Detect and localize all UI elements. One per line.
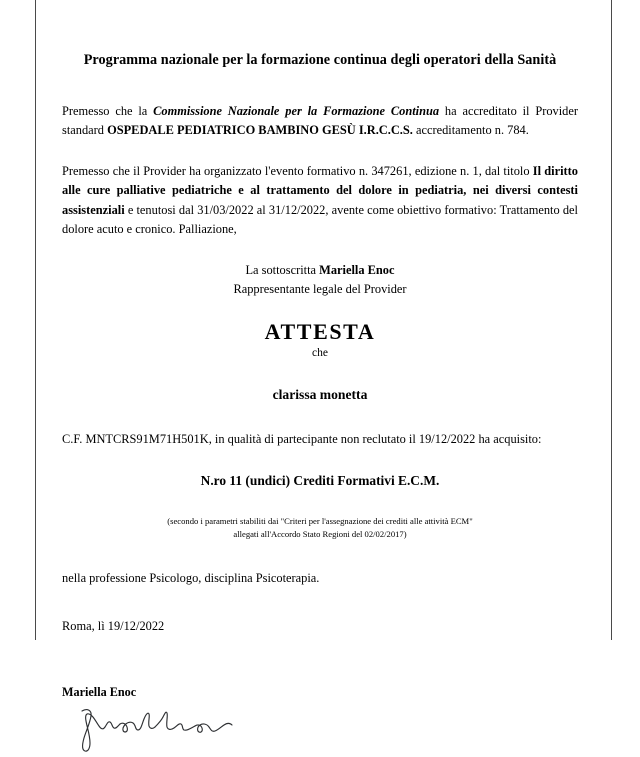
attests-heading: ATTESTA bbox=[264, 319, 376, 345]
paragraph-accreditation bbox=[62, 102, 578, 140]
accreditation-mid: ha accreditato il Provider standard bbox=[62, 103, 578, 137]
attests-subword: che bbox=[312, 347, 328, 360]
event-intro: Premesso che il Provider ha organizzato l'evento formativo n. 347261, edizione n. 1, dal titolo bbox=[62, 164, 533, 179]
profession-line: nella professione Psicologo, disciplina Psicoterapia. bbox=[62, 570, 320, 585]
handwritten-signature-icon bbox=[62, 701, 578, 757]
event-details: e tenutosi dal 31/03/2022 al 31/12/2022, avente come obiettivo formativo: Trattamento del dolore acuto e cronico. Palliazione, bbox=[62, 202, 578, 236]
paragraph-event bbox=[62, 162, 578, 239]
undersigned-line bbox=[62, 261, 578, 280]
undersigned-block bbox=[62, 261, 578, 298]
accreditation-intro: Premesso che la bbox=[62, 103, 154, 118]
place-and-date: Roma, lì 19/12/2022 bbox=[62, 619, 165, 634]
page-right-rule bbox=[611, 0, 612, 640]
fineprint-note bbox=[62, 489, 578, 542]
fineprint-line-1: (secondo i parametri stabiliti dai "Criteri per l'assegnazione dei crediti alle attività ECM" bbox=[167, 516, 473, 527]
credits-awarded: N.ro 11 (undici) Crediti Formativi E.C.M. bbox=[200, 473, 440, 489]
undersigned-prefix: La sottoscritta bbox=[245, 263, 320, 278]
signer-name: Mariella Enoc bbox=[62, 684, 137, 699]
commission-name: Commissione Nazionale per la Formazione Continua bbox=[153, 103, 440, 118]
event-title: Il diritto alle cure palliative pediatriche e al trattamento del dolore in pediatria, nei diversi contesti assistenziali bbox=[62, 164, 578, 217]
fineprint-line-2: allegati all'Accordo Stato Regioni del 02/02/2017) bbox=[233, 529, 407, 540]
page-left-rule bbox=[35, 0, 36, 640]
certificate-content bbox=[62, 0, 578, 699]
fiscal-code-line: C.F. MNTCRS91M71H501K, in qualità di partecipante non reclutato il 19/12/2022 ha acquisito: bbox=[62, 432, 542, 447]
recipient-name: clarissa monetta bbox=[272, 387, 368, 403]
undersigned-name: Mariella Enoc bbox=[319, 263, 395, 278]
undersigned-role: Rappresentante legale del Provider bbox=[233, 281, 407, 296]
provider-name: OSPEDALE PEDIATRICO BAMBINO GESÙ I.R.C.C.S. bbox=[107, 122, 413, 137]
accreditation-number: accreditamento n. 784. bbox=[412, 122, 529, 137]
document-title: Programma nazionale per la formazione continua degli operatori della Sanità bbox=[83, 52, 557, 68]
